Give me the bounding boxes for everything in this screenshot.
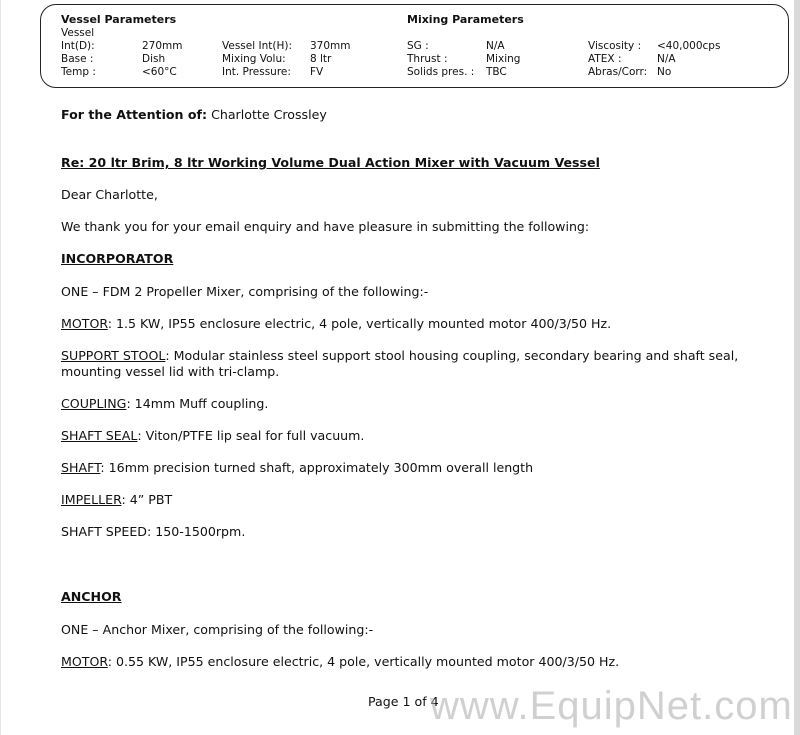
impeller-text: : 4” PBT xyxy=(121,492,173,507)
param-value: 270mm xyxy=(142,40,183,52)
anchor-motor-label: MOTOR xyxy=(61,654,108,669)
impeller-spec xyxy=(61,492,172,507)
page-number: Page 1 of 4 xyxy=(368,694,439,709)
salutation: Dear Charlotte, xyxy=(61,187,158,202)
attention-line xyxy=(61,107,327,122)
intro-paragraph: We thank you for your email enquiry and have pleasure in submitting the following: xyxy=(61,219,590,234)
param-value: TBC xyxy=(486,66,507,78)
anchor-motor-text: : 0.55 KW, IP55 enclosure electric, 4 pole, vertically mounted motor 400/3/50 Hz. xyxy=(107,654,620,669)
param-key: Viscosity : xyxy=(588,40,642,52)
coupling-text: : 14mm Muff coupling. xyxy=(126,396,269,411)
param-value: <40,000cps xyxy=(657,40,721,52)
subject-line: Re: 20 ltr Brim, 8 ltr Working Volume Dual Action Mixer with Vacuum Vessel xyxy=(61,155,600,170)
equipnet-watermark: www.EquipNet.com xyxy=(430,684,793,728)
param-value: FV xyxy=(310,66,324,78)
param-key: Int. Pressure: xyxy=(222,66,291,78)
param-key: Abras/Corr: xyxy=(588,66,648,78)
vessel-label: Vessel xyxy=(61,27,95,39)
impeller-label: IMPELLER xyxy=(61,492,122,507)
mixing-parameters-heading: Mixing Parameters xyxy=(407,13,524,26)
param-value: 8 ltr xyxy=(310,53,332,65)
param-value: <60°C xyxy=(142,66,177,78)
vessel-parameters-heading: Vessel Parameters xyxy=(61,13,177,26)
param-value: No xyxy=(657,66,672,78)
param-key: Int(D): xyxy=(61,40,95,52)
motor-text: : 1.5 KW, IP55 enclosure electric, 4 pole, vertically mounted motor 400/3/50 Hz. xyxy=(107,316,612,331)
param-key: ATEX : xyxy=(588,53,622,65)
incorporator-intro: ONE – FDM 2 Propeller Mixer, comprising of the following:- xyxy=(61,284,429,299)
param-value: 370mm xyxy=(310,40,351,52)
param-value: N/A xyxy=(486,40,505,52)
param-key: SG : xyxy=(407,40,429,52)
shaft-text: : 16mm precision turned shaft, approximately 300mm overall length xyxy=(100,460,534,475)
param-value: Dish xyxy=(142,53,166,65)
shaft-spec xyxy=(61,460,533,475)
coupling-label: COUPLING xyxy=(61,396,127,411)
attention-name: Charlotte Crossley xyxy=(207,107,327,122)
support-stool-spec xyxy=(61,348,738,363)
param-key: Solids pres. : xyxy=(407,66,475,78)
motor-label: MOTOR xyxy=(61,316,108,331)
motor-spec xyxy=(61,316,611,331)
support-stool-text-continued: mounting vessel lid with tri-clamp. xyxy=(61,364,280,379)
section-heading-incorporator: INCORPORATOR xyxy=(61,251,174,266)
shaft-seal-spec xyxy=(61,428,364,443)
shaft-seal-text: : Viton/PTFE lip seal for full vacuum. xyxy=(137,428,365,443)
shaft-label: SHAFT xyxy=(61,460,101,475)
parameters-box xyxy=(40,4,789,88)
shaft-speed-spec: SHAFT SPEED: 150-1500rpm. xyxy=(61,524,246,539)
param-value: Mixing xyxy=(486,53,521,65)
section-heading-anchor: ANCHOR xyxy=(61,589,122,604)
param-key: Base : xyxy=(61,53,94,65)
shaft-seal-label: SHAFT SEAL xyxy=(61,428,138,443)
anchor-intro: ONE – Anchor Mixer, comprising of the following:- xyxy=(61,622,374,637)
param-key: Mixing Volu: xyxy=(222,53,286,65)
coupling-spec xyxy=(61,396,268,411)
param-key: Vessel Int(H): xyxy=(222,40,292,52)
param-key: Thrust : xyxy=(407,53,448,65)
param-key: Temp : xyxy=(61,66,96,78)
attention-label: For the Attention of: xyxy=(61,107,208,122)
param-value: N/A xyxy=(657,53,676,65)
support-stool-label: SUPPORT STOOL xyxy=(61,348,166,363)
anchor-motor-spec xyxy=(61,654,619,669)
support-stool-text: : Modular stainless steel support stool housing coupling, secondary bearing and shaft seal, xyxy=(165,348,739,363)
